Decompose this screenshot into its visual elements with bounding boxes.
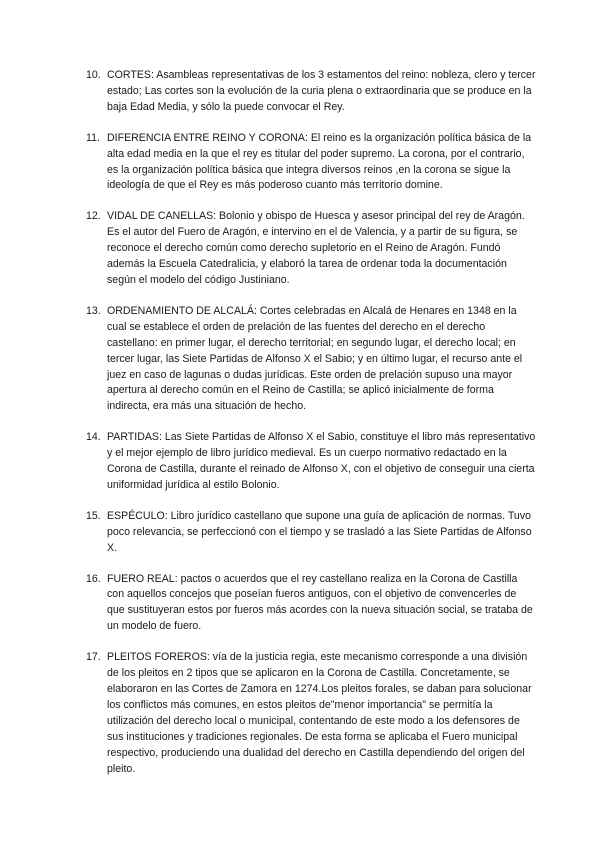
glossary-list [86, 68, 536, 792]
item-number: 10. [86, 69, 101, 81]
list-item [86, 304, 536, 415]
list-item [86, 650, 536, 777]
item-text: CORTES: Asambleas representativas de los 3 estamentos del reino: nobleza, clero y tercer estado; Las cortes son la evolución de la curia plena o extraordinaria que se produce en la baja Edad Media, y sólo la puede convocar el Rey. [107, 69, 536, 113]
item-text: ORDENAMIENTO DE ALCALÁ: Cortes celebradas en Alcalá de Henares en 1348 en la cual se establece el orden de prelación de las fuentes del derecho en el derecho castellano: en primer lugar, el derecho territorial; en segundo lugar, el derecho local; en tercer lugar, las Siete Partidas de Alfonso X el Sabio; y en último lugar, el recurso ante el juez en caso de lagunas o dudas jurídicas. Este orden de prelación supuso una mayor apertura al derecho común en el Reino de Castilla; se aplicó inicialmente de forma indirecta, era más una situación de hecho. [107, 304, 523, 413]
item-number: 17. [86, 651, 101, 664]
item-text: PARTIDAS: Las Siete Partidas de Alfonso X el Sabio, constituye el libro más representativo y el mejor ejemplo de libro jurídico medieval. Es un cuerpo normativo redactado en la Corona de Castilla, durante el reinado de Alfonso X, con el objetivo de conseguir una cierta uniformidad jurídica al estilo Bolonio. [107, 431, 536, 491]
item-number: 16. [86, 572, 101, 585]
item-number: 13. [86, 304, 101, 317]
item-number: 15. [86, 509, 101, 522]
item-text: VIDAL DE CANELLAS: Bolonio y obispo de Huesca y asesor principal del rey de Aragón. Es el autor del Fuero de Aragón, e intervino en el de Valencia, y a partir de su figura, se reconoce el derecho común como derecho supletorio en el Reino de Aragón. Fundó además la Escuela Catedralicia, y elaboró la tarea de ordenar toda la documentación según el modelo del código Justiniano. [107, 210, 525, 286]
item-number: 14. [86, 431, 101, 444]
item-text: PLEITOS FOREROS: vía de la justicia regia, este mecanismo corresponde a una división de los pleitos en 2 tipos que se aplicaron en la Corona de Castilla. Concretamente, se elaboraron en las Cortes de Zamora en 1274.Los pleitos forales, se daban para solucionar los conflictos más comunes, en estos pleitos de"menor importancia" se permitía la utilización del derecho local o municipal, contentando de este modo a los defensores de sus instituciones y tradiciones regionales. De esta forma se aplicaba el Fuero municipal respectivo, produciendo una dualidad del derecho en Castilla dependiendo del origen del pleito. [107, 651, 532, 775]
list-item [86, 509, 536, 557]
item-text: DIFERENCIA ENTRE REINO Y CORONA: El reino es la organización política básica de la alta edad media en la que el rey es titular del poder supremo. La corona, por el contrario, es la organización política básica que integra diversos reinos ,en la corona se sigue la ideología de que el Rey es más poderoso cuanto más territorio domine. [107, 131, 532, 192]
item-text: ESPÉCULO: Libro jurídico castellano que supone una guía de aplicación de normas. Tuvo poco relevancia, se perfeccionó con el tiempo y se trasladó a las Siete Partidas de Alfonso X. [107, 509, 532, 554]
list-item [86, 131, 536, 195]
list-item [86, 209, 536, 289]
item-text: FUERO REAL: pactos o acuerdos que el rey castellano realiza en la Corona de Castilla con aquellos concejos que poseían fueros antiguos, con el objetivo de convencerles de que sustituyeran estos por fueros más acordes con la nueva situación social, se trataba de un modelo de fuero. [107, 572, 533, 633]
list-item [86, 430, 536, 494]
item-number: 11. [86, 131, 100, 144]
list-item [86, 572, 536, 636]
item-number: 12. [86, 210, 101, 223]
list-item [86, 68, 536, 116]
